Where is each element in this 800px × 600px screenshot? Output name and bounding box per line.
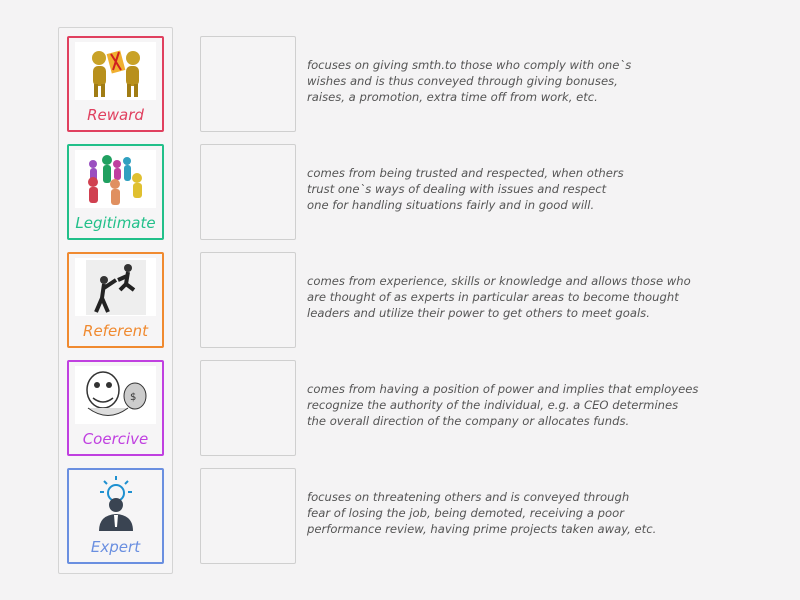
- description-line: performance review, having prime projects taken away, etc.: [307, 522, 657, 536]
- person-lightbulb-icon: [75, 474, 156, 532]
- description-line: fear of losing the job, being demoted, receiving a poor: [307, 506, 624, 520]
- card-coercive[interactable]: [67, 360, 164, 456]
- card-label: Reward: [87, 106, 144, 124]
- card-label: Legitimate: [75, 214, 156, 232]
- drop-zone-2[interactable]: [200, 144, 296, 240]
- description-line: focuses on giving smth.to those who comply with one`s: [307, 58, 632, 72]
- description-line: comes from having a position of power and implies that employees: [307, 382, 699, 396]
- drop-zone-1[interactable]: [200, 36, 296, 132]
- description-line: comes from experience, skills or knowledge and allows those who: [307, 274, 691, 288]
- card-label: Expert: [90, 538, 141, 556]
- description-line: are thought of as experts in particular areas to become thought: [307, 290, 679, 304]
- description-line: wishes and is thus conveyed through giving bonuses,: [307, 74, 618, 88]
- caricature-man-with-money-bag-image: [75, 366, 156, 424]
- description-5: [307, 489, 727, 537]
- description-1: [307, 57, 727, 105]
- card-referent[interactable]: [67, 252, 164, 348]
- card-reward[interactable]: [67, 36, 164, 132]
- description-line: recognize the authority of the individual, e.g. a CEO determines: [307, 398, 679, 412]
- gift-exchange-figures-image: [75, 42, 156, 100]
- businessmen-jumping-image: [75, 258, 156, 316]
- description-line: one for handling situations fairly and in good will.: [307, 198, 595, 212]
- colorful-people-group-image: [75, 150, 156, 208]
- description-3: [307, 273, 727, 321]
- description-line: focuses on threatening others and is conveyed through: [307, 490, 630, 504]
- svg-text:$: $: [130, 391, 137, 403]
- card-expert[interactable]: [67, 468, 164, 564]
- description-line: raises, a promotion, extra time off from work, etc.: [307, 90, 598, 104]
- drop-zone-3[interactable]: [200, 252, 296, 348]
- description-line: leaders and utilize their power to get others to meet goals.: [307, 306, 650, 320]
- card-legitimate[interactable]: [67, 144, 164, 240]
- card-label: Referent: [83, 322, 148, 340]
- drop-zone-5[interactable]: [200, 468, 296, 564]
- description-4: [307, 381, 727, 429]
- description-2: [307, 165, 727, 213]
- description-line: comes from being trusted and respected, when others: [307, 166, 624, 180]
- description-line: the overall direction of the company or allocates funds.: [307, 414, 630, 428]
- description-line: trust one`s ways of dealing with issues and respect: [307, 182, 607, 196]
- drop-zone-4[interactable]: [200, 360, 296, 456]
- card-label: Coercive: [82, 430, 149, 448]
